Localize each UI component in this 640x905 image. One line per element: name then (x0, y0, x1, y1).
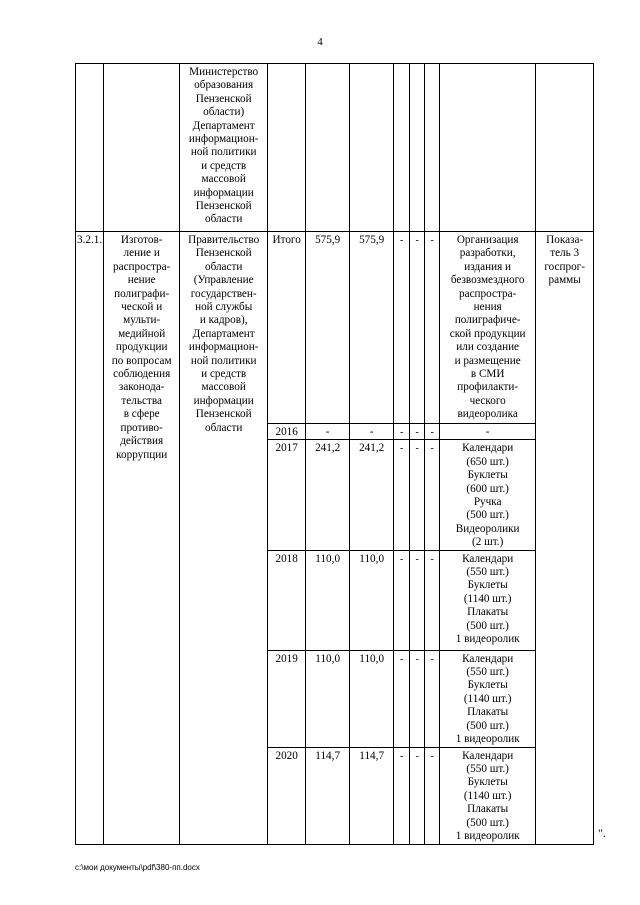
total-cell: - (306, 424, 350, 440)
executor-line: (Управление (193, 274, 254, 287)
result-cell (440, 550, 536, 650)
year-cell: 2017 (268, 440, 306, 550)
indicator-cell (536, 232, 594, 845)
budget-cell: 575,9 (350, 232, 394, 424)
result-line: (500 шт.) (466, 816, 509, 829)
result-line: 1 видеоролик (455, 830, 520, 843)
executor-line: Правительство (188, 234, 260, 246)
empty-cell (306, 64, 350, 232)
empty-cell (536, 64, 594, 232)
item-title-line: медийной (118, 327, 166, 340)
result-line: Календари (462, 442, 514, 455)
year-cell: 2019 (268, 650, 306, 747)
result-line: распростра- (459, 287, 517, 300)
item-title-line: продукции (115, 341, 168, 354)
executor-line: Пензенской (195, 247, 252, 260)
result-line: Буклеты (467, 579, 508, 592)
total-cell: 110,0 (306, 550, 350, 650)
closing-quote: ". (598, 826, 606, 840)
result-line: (550 шт.) (466, 666, 509, 679)
result-line: (550 шт.) (466, 566, 509, 579)
result-line: Плакаты (467, 706, 509, 719)
funding-cell: - (410, 232, 425, 424)
result-line: ской продукции (449, 327, 526, 340)
year-cell: 2020 (268, 747, 306, 844)
year-cell: 2018 (268, 550, 306, 650)
executor-cell (180, 64, 268, 232)
executor-line: информации (193, 186, 254, 199)
executor-line: информации (193, 394, 254, 407)
result-line: (550 шт.) (466, 763, 509, 776)
result-line: (600 шт.) (466, 482, 509, 495)
executor-line: информацион- (188, 133, 259, 146)
budget-cell: 110,0 (350, 550, 394, 650)
result-line: (1140 шт.) (463, 592, 512, 605)
result-line: Плакаты (467, 803, 509, 816)
result-line: (500 шт.) (466, 509, 509, 522)
result-cell (440, 232, 536, 424)
title-cell (104, 64, 180, 232)
item-title-cell (104, 232, 180, 845)
funding-cell: - (410, 424, 425, 440)
funding-cell: - (425, 650, 440, 747)
result-line: - (485, 426, 490, 438)
executor-line: области (204, 213, 243, 226)
indicator-line: госпрог- (544, 260, 585, 273)
executor-line: Департамент (192, 119, 255, 132)
funding-cell: - (394, 424, 410, 440)
item-number: 3.2.1. (76, 232, 104, 845)
empty-cell (410, 64, 425, 232)
result-line: (1140 шт.) (463, 692, 512, 705)
funding-cell: - (425, 232, 440, 424)
result-line: Буклеты (467, 679, 508, 692)
budget-cell: 110,0 (350, 650, 394, 747)
item-title-line: противо- (120, 421, 163, 434)
result-line: нения (473, 301, 502, 314)
result-line: полиграфиче- (454, 314, 521, 327)
funding-cell: - (425, 424, 440, 440)
funding-cell: - (410, 550, 425, 650)
result-line: в СМИ (470, 368, 505, 381)
item-title-line: действия (120, 435, 164, 448)
total-cell: 241,2 (306, 440, 350, 550)
funding-cell: - (394, 747, 410, 844)
result-line: Календари (462, 652, 514, 665)
table-row (76, 232, 594, 424)
executor-line: и средств (201, 368, 247, 381)
executor-line: ной политики (190, 354, 257, 367)
executor-line: Департамент (192, 327, 255, 340)
result-line: Буклеты (467, 776, 508, 789)
executor-line: массовой (201, 381, 246, 394)
item-title-line: распростра- (113, 260, 171, 273)
empty-cell (425, 64, 440, 232)
result-line: 1 видеоролик (455, 733, 520, 746)
result-line: Календари (462, 749, 514, 762)
result-cell (440, 440, 536, 550)
executor-line: Пензенской (195, 92, 252, 105)
result-line: Буклеты (467, 469, 508, 482)
result-line: Календари (462, 552, 514, 565)
result-line: Видеоролики (455, 522, 520, 535)
item-executor-cell (180, 232, 268, 845)
item-title-line: Изготов- (120, 234, 163, 246)
indicator-line: тель 3 (550, 247, 580, 260)
item-title-line: нение (127, 274, 156, 287)
result-cell (440, 747, 536, 844)
result-line: или создание (456, 341, 520, 354)
year-cell: Итого (268, 232, 306, 424)
funding-cell: - (394, 232, 410, 424)
total-cell: 110,0 (306, 650, 350, 747)
funding-cell: - (425, 440, 440, 550)
executor-line: государствен- (190, 287, 257, 300)
total-cell: 114,7 (306, 747, 350, 844)
result-line: безвозмездного (450, 274, 525, 287)
result-line: (500 шт.) (466, 619, 509, 632)
executor-line: образования (194, 79, 254, 92)
page-number: 4 (317, 36, 323, 48)
item-title-line: мульти- (123, 314, 161, 327)
executor-line: и кадров), (199, 314, 248, 327)
result-line: (2 шт.) (472, 536, 504, 549)
result-line: (650 шт.) (466, 455, 509, 468)
funding-cell: - (394, 440, 410, 550)
executor-line: Пензенской (195, 408, 252, 421)
item-title-line: соблюдения (113, 368, 171, 381)
item-title-line: ление и (123, 247, 160, 260)
result-cell (440, 650, 536, 747)
empty-cell (350, 64, 394, 232)
indicator-line: раммы (548, 274, 581, 287)
item-title-line: тельства (121, 394, 162, 407)
total-cell: 575,9 (306, 232, 350, 424)
result-cell (440, 424, 536, 440)
table-row (76, 64, 594, 232)
executor-line: Пензенской (195, 200, 252, 213)
budget-cell: - (350, 424, 394, 440)
result-line: (1140 шт.) (463, 789, 512, 802)
item-title-line: по вопросам (111, 354, 172, 367)
item-title-line: полиграфи- (114, 287, 170, 300)
result-line: Ручка (473, 496, 502, 509)
result-line: 1 видеоролик (455, 633, 520, 646)
funding-cell: - (425, 747, 440, 844)
item-title-line: коррупции (116, 448, 168, 461)
result-line: видеоролика (457, 408, 518, 421)
budget-cell: 241,2 (350, 440, 394, 550)
budget-cell: 114,7 (350, 747, 394, 844)
funding-cell: - (425, 550, 440, 650)
executor-line: области (204, 260, 243, 273)
executor-line: информацион- (188, 341, 259, 354)
result-line: Организация (456, 234, 519, 246)
result-line: (500 шт.) (466, 719, 509, 732)
result-line: Плакаты (467, 606, 509, 619)
empty-cell (440, 64, 536, 232)
executor-line: области) (203, 106, 245, 119)
item-title-line: ческой и (121, 301, 163, 314)
empty-cell (268, 64, 306, 232)
indicator-line: Показа- (546, 234, 584, 246)
funding-cell: - (410, 650, 425, 747)
file-path-footer: c:\мои документы\pdf\380-пп.docx (75, 863, 200, 872)
program-table (75, 63, 594, 845)
result-line: издания и (464, 260, 512, 273)
funding-cell: - (410, 747, 425, 844)
item-title-line: в сфере (123, 408, 160, 421)
executor-line: массовой (201, 173, 246, 186)
number-cell (76, 64, 104, 232)
item-title-line: законода- (118, 381, 165, 394)
funding-cell: - (394, 550, 410, 650)
result-line: профилакти- (457, 381, 519, 394)
executor-line: ной политики (190, 146, 257, 159)
result-line: и размещение (454, 354, 521, 367)
executor-line: области (204, 421, 243, 434)
executor-line: Министерство (189, 66, 259, 78)
funding-cell: - (394, 650, 410, 747)
executor-line: и средств (201, 159, 247, 172)
result-line: ческого (469, 394, 506, 407)
result-line: разработки, (459, 247, 516, 260)
executor-line: ной службы (195, 301, 253, 314)
empty-cell (394, 64, 410, 232)
funding-cell: - (410, 440, 425, 550)
year-cell: 2016 (268, 424, 306, 440)
